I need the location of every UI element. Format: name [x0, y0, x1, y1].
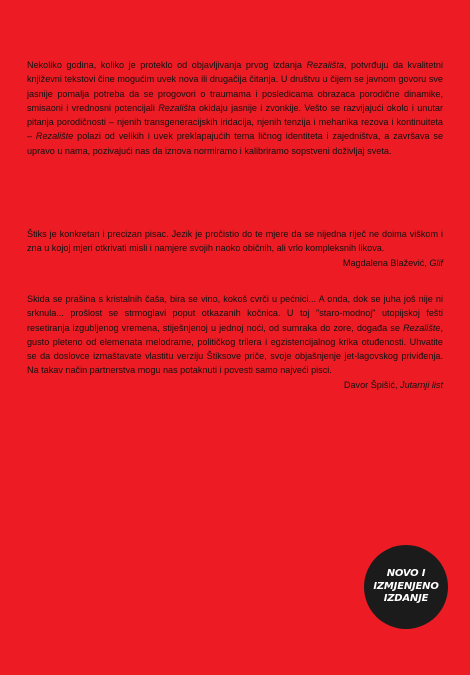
book-title: Rezališta [306, 60, 344, 70]
review-source: Jutarnji list [400, 379, 443, 390]
book-title: Rezalište [35, 131, 74, 142]
review-text: Skida se prašina s kristalnih čaša, bira se vino, kokoš cvrči u pećnici... A onda, dok se juha još nije ni srknula... prošlost se strmoglavi poput otkazanih kočnica. U toj "staro-modnoj" utopijskoj fešti resetiranja izgubljenog vremena, stiješnjenoj u jednoj noći, od sumraka do zore, događa se Rezalište, gusto pleteno od elemenata melodrame, političkog trilera i egzistencijalnog krika otuđenosti. Uhvatite se da doslovce izmaštavate vlastitu verziju Štiksove priče, svoje objašnjenje jet-lagovskog priviđenja. Na takav način partnerstva mogu nas potaknuti i povesti samo najveći pisci. [27, 294, 443, 376]
intro-paragraph: Nekoliko godina, koliko je proteklo od objavljivanja prvog izdanja Rezališta, potvrđuju da kvalitetni književni tekstovi čine mogućim uvek nova ili drugačija čitanja. U društvu u čijem se javnom govoru sve jasnije pomalja potreba da se progovori o traumama i posledicama obrazaca porodične dinamike, smisaoni i vrednosni potencijali Rezališta okidaju jasnije i zvonkije. Vešto se razvijajući okolo i unutar pitanja porodičnosti – njenih transgeneracijskih iridacija, njenih tenzija i mehanika rezova i kontinuiteta – Rezalište polazi od velikih i uvek preklapajućih tema ličnog identiteta i zajedništva, a završava se upravo u nama, pozivajući nas da iznova normiramo i kalibriramo sopstveni doživljaj sveta. [27, 60, 443, 156]
book-title: Rezališta [158, 102, 196, 113]
review-text: Štiks je konkretan i precizan pisac. Jezik je pročistio do te mjere da se nijedna riječ ne doima viškom i zna u kojoj mjeri otkrivati misli i namjere svojih naoko običnih, ali vrlo kompleksnih likova. [27, 229, 443, 254]
badge-line: IZDANJE [383, 593, 429, 605]
badge-line: NOVO I [386, 568, 426, 580]
badge-line: IZMJENJENO [373, 580, 439, 592]
review-attribution: Davor Špišić, Jutarnji list [343, 379, 443, 390]
new-edition-badge [364, 545, 448, 629]
book-title: Rezalište [403, 322, 441, 333]
review-attribution: Magdalena Blažević, Glif [342, 257, 443, 268]
review-quote-2 [27, 292, 443, 392]
review-source: Glif [429, 257, 443, 268]
intro-text [27, 58, 443, 158]
review-quote-1 [27, 227, 443, 270]
